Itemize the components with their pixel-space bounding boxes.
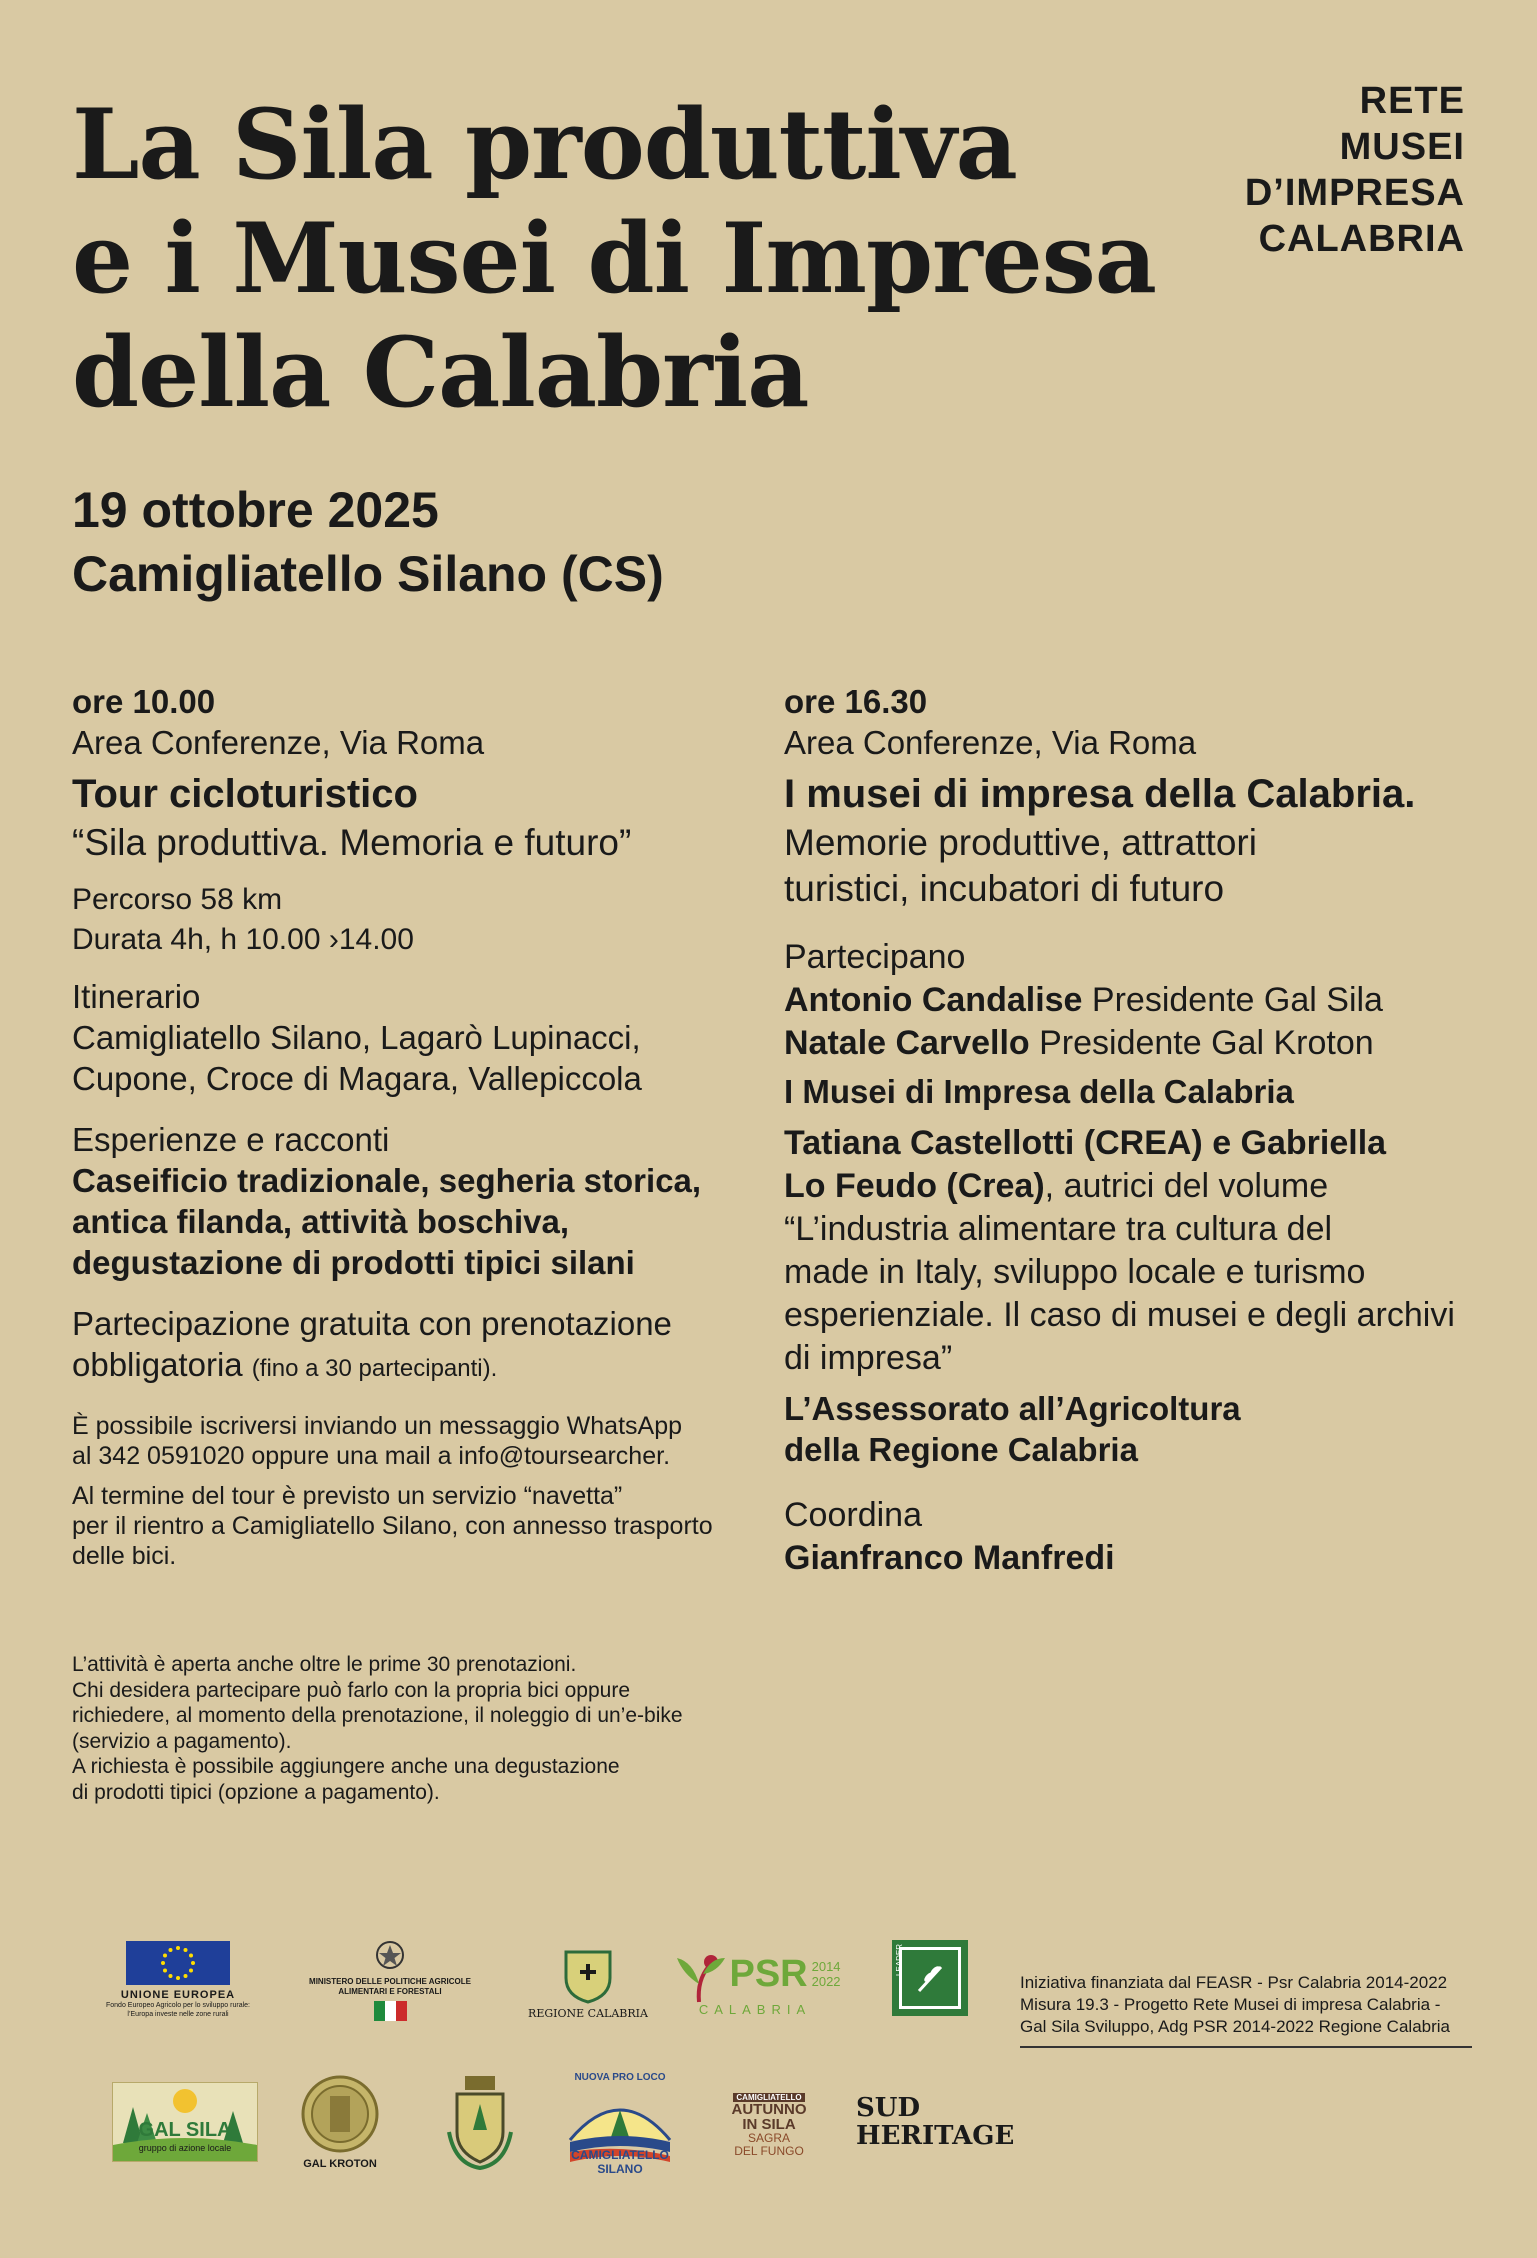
afternoon-event-title: I musei di impresa della Calabria. xyxy=(784,772,1416,816)
participant-name: Antonio Candalise xyxy=(784,981,1083,1019)
footnote-line: (servizio a pagamento). xyxy=(72,1729,292,1753)
autunno-in-sila-logo xyxy=(724,2078,814,2172)
participation-note: (fino a 30 partecipanti). xyxy=(251,1355,498,1382)
eu-caption: l’Europa investe nelle zone rurali xyxy=(127,2011,229,2018)
itinerary-line: Cupone, Croce di Magara, Vallepiccola xyxy=(72,1060,642,1097)
footnote-line: L’attività è aperta anche oltre le prime 30 prenotazioni. xyxy=(72,1653,577,1676)
pro-loco-logo xyxy=(560,2070,680,2180)
eu-caption: Fondo Europeo Agricolo per lo sviluppo rurale: xyxy=(106,2002,250,2009)
assessorato-line: della Regione Calabria xyxy=(784,1431,1138,1468)
event-location: Camigliatello Silano (CS) xyxy=(72,546,664,602)
footnote xyxy=(72,1652,772,1805)
author-name: Lo Feudo (Crea) xyxy=(784,1167,1045,1205)
participant xyxy=(784,1022,1484,1065)
date-location xyxy=(72,478,664,606)
participation-required: obbligatoria xyxy=(72,1346,243,1383)
shuttle-line: delle bici. xyxy=(72,1542,177,1570)
afternoon-subtitle-line: Memorie produttive, attrattori xyxy=(784,822,1257,863)
participant-role: Presidente Gal Sila xyxy=(1082,981,1383,1019)
footnote-line: richiedere, al momento della prenotazione, il noleggio di un’e-bike xyxy=(72,1704,683,1727)
autunno-text: AUTUNNO xyxy=(731,2100,807,2118)
signup-line: È possibile iscriversi inviando un messaggio WhatsApp xyxy=(72,1412,683,1440)
authors-rest: , autrici del volume xyxy=(1044,1167,1329,1205)
coat-of-arms-icon xyxy=(445,2072,515,2172)
participation-line-2 xyxy=(72,1344,772,1389)
experiences-label: Esperienze e racconti xyxy=(72,1121,390,1158)
pro-loco-top: NUOVA PRO LOCO xyxy=(574,2072,666,2083)
authors-line-2 xyxy=(784,1165,1484,1208)
financing-line: Iniziativa finanziata dal FEASR - Psr Calabria 2014-2022 xyxy=(1020,1973,1448,1992)
regione-calabria-logo xyxy=(518,1940,658,2028)
heritage-text: HERITAGE xyxy=(856,2121,1015,2151)
autunno-text: IN SILA xyxy=(742,2115,796,2133)
financing-line: Misura 19.3 - Progetto Rete Musei di impresa Calabria - xyxy=(1020,1995,1441,2014)
network-line: MUSEI xyxy=(1339,126,1465,168)
coordinator-name: Gianfranco Manfredi xyxy=(784,1539,1115,1577)
psr-region: CALABRIA xyxy=(698,2002,812,2017)
museums-line: I Musei di Impresa della Calabria xyxy=(784,1073,1294,1110)
pro-loco-name: CAMIGLIATELLO xyxy=(571,2148,669,2162)
participant xyxy=(784,979,1484,1022)
eu-logo xyxy=(78,1935,278,2025)
regione-name: REGIONE CALABRIA xyxy=(528,2007,648,2020)
gal-kroton-name: GAL KROTON xyxy=(303,2158,377,2170)
participation-line: Partecipazione gratuita con prenotazione xyxy=(72,1305,672,1342)
psr-text: PSR xyxy=(729,1952,808,1995)
gal-kroton-logo xyxy=(288,2072,392,2172)
experiences-line: degustazione di prodotti tipici silani xyxy=(72,1244,635,1281)
psr-calabria-logo xyxy=(660,1935,850,2025)
network-line: D’IMPRESA xyxy=(1244,172,1465,214)
network-line: RETE xyxy=(1359,80,1465,122)
experiences-line: antica filanda, attività boschiva, xyxy=(72,1203,569,1240)
ministry-logo xyxy=(275,1935,505,2025)
network-line: CALABRIA xyxy=(1258,218,1465,260)
itinerary-line: Camigliatello Silano, Lagarò Lupinacci, xyxy=(72,1019,641,1056)
event-date: 19 ottobre 2025 xyxy=(72,482,439,538)
duration: Durata 4h, h 10.00 ›14.00 xyxy=(72,923,414,956)
assessorato-line: L’Assessorato all’Agricoltura xyxy=(784,1390,1241,1427)
regione-shield-icon xyxy=(562,1948,614,2004)
participant-role: Presidente Gal Kroton xyxy=(1029,1024,1374,1062)
eu-title: UNIONE EUROPEA xyxy=(120,1989,236,2001)
morning-time: ore 10.00 xyxy=(72,683,216,720)
title-line: La Sila produttiva xyxy=(72,88,1017,201)
footnote-line: Chi desidera partecipare può farlo con la propria bici oppure xyxy=(72,1678,630,1702)
autunno-sagra: DEL FUNGO xyxy=(734,2143,804,2158)
morning-event-title: Tour cicloturistico xyxy=(72,772,418,816)
eu-flag-icon xyxy=(126,1941,230,1985)
participants-label: Partecipano xyxy=(784,938,966,976)
divider xyxy=(1020,2046,1472,2048)
network-logo-text xyxy=(1185,78,1465,262)
financing-note xyxy=(1020,1972,1490,2038)
afternoon-subtitle-line: turistici, incubatori di futuro xyxy=(784,868,1225,909)
footnote-line: A richiesta è possibile aggiungere anche una degustazione xyxy=(72,1755,620,1778)
footnote-line: di prodotti tipici (opzione a pagamento). xyxy=(72,1780,440,1804)
page-title xyxy=(72,88,1192,430)
republic-emblem-icon xyxy=(374,1939,406,1973)
ministry-name: MINISTERO DELLE POLITICHE AGRICOLE xyxy=(309,1977,471,1986)
psr-year: 2022 xyxy=(811,1974,841,1989)
italy-flag-icon xyxy=(374,2001,407,2021)
plant-icon xyxy=(669,1944,729,2004)
experiences-line: Caseificio tradizionale, segheria storica, xyxy=(72,1162,702,1199)
itinerary-label: Itinerario xyxy=(72,978,201,1015)
municipality-crest xyxy=(440,2070,520,2174)
gal-sila-sub: gruppo di azione locale xyxy=(138,2143,232,2153)
autunno-top: CAMIGLIATELLO xyxy=(733,2093,805,2102)
financing-line: Gal Sila Sviluppo, Adg PSR 2014-2022 Regione Calabria xyxy=(1020,2017,1450,2036)
shuttle-line: per il rientro a Camigliatello Silano, con annesso trasporto xyxy=(72,1512,713,1540)
leader-text: LEADER xyxy=(895,1944,904,1977)
book-title-line: di impresa” xyxy=(784,1339,953,1377)
morning-place: Area Conferenze, Via Roma xyxy=(72,724,485,761)
participant-name: Natale Carvello xyxy=(784,1024,1030,1062)
leader-logo xyxy=(888,1936,972,2020)
morning-program xyxy=(72,682,772,1571)
book-title-line: “L’industria alimentare tra cultura del xyxy=(784,1210,1333,1248)
sud-text: SUD xyxy=(856,2093,920,2123)
morning-event-subtitle: “Sila produttiva. Memoria e futuro” xyxy=(72,822,632,863)
title-line: e i Musei di Impresa xyxy=(72,202,1156,315)
shuttle-line: Al termine del tour è previsto un servizio “navetta” xyxy=(72,1482,623,1510)
title-line: della Calabria xyxy=(72,316,809,429)
route-length: Percorso 58 km xyxy=(72,883,283,916)
autunno-sagra: SAGRA xyxy=(747,2130,790,2145)
gal-sila-logo xyxy=(110,2080,260,2164)
pro-loco-name: SILANO xyxy=(597,2162,643,2176)
gal-sila-name: GAL SILA xyxy=(138,2119,232,2141)
ministry-name: ALIMENTARI E FORESTALI xyxy=(338,1987,442,1996)
psr-year: 2014 xyxy=(811,1959,841,1974)
signup-line: al 342 0591020 oppure una mail a info@toursearcher. xyxy=(72,1442,671,1470)
authors-line: Tatiana Castellotti (CREA) e Gabriella xyxy=(784,1124,1387,1162)
book-title-line: made in Italy, sviluppo locale e turismo xyxy=(784,1253,1366,1291)
sud-heritage-logo xyxy=(856,2092,1015,2152)
book-title-line: esperienziale. Il caso di musei e degli archivi xyxy=(784,1296,1455,1334)
wheat-icon xyxy=(913,1961,947,1995)
coordinator-label: Coordina xyxy=(784,1496,922,1534)
afternoon-program xyxy=(784,682,1484,1580)
afternoon-place: Area Conferenze, Via Roma xyxy=(784,724,1197,761)
afternoon-time: ore 16.30 xyxy=(784,683,928,720)
kroton-coin-icon xyxy=(300,2074,380,2154)
